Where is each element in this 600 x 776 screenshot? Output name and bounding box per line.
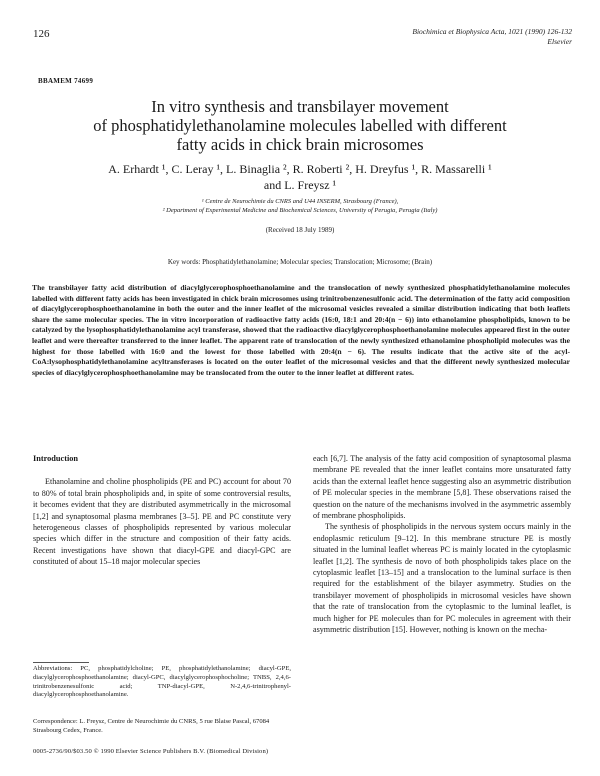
abbreviations-footnote: Abbreviations: PC, phosphatidylcholine; PE, phosphatidylethanolamine; diacyl-GPE, diacylglycerophosphoethanolamine; diacyl-GPC, diacylglycerophosphocholine; TNBS, 2,4,6-trinitrobenzenesulfonic acid; TNP-diacyl-GPE, N-2,4,6-trinitrophenyl-diacylglycerophosphoethanolamine.: [33, 665, 291, 699]
publisher-name: Elsevier: [547, 37, 572, 46]
page-number: 126: [33, 28, 50, 40]
journal-line: Biochimica et Biophysica Acta, 1021 (1990) 126-132: [412, 27, 572, 36]
authors-line: A. Erhardt ¹, C. Leray ¹, L. Binaglia ², R. Roberti ², H. Dreyfus ¹, R. Massarelli ¹: [108, 162, 492, 176]
title-line: fatty acids in chick brain microsomes: [176, 135, 424, 154]
footnote-divider: [33, 662, 89, 663]
affiliation-line: ¹ Centre de Neurochimie du CNRS and U44 INSERM, Strasbourg (France),: [201, 198, 399, 205]
received-date: (Received 18 July 1989): [265, 226, 335, 234]
article-code: BBAMEM 74699: [38, 77, 94, 85]
paragraph: each [6,7]. The analysis of the fatty acid composition of synaptosomal plasma membrane PE revealed that the inner leaflet contains more unsaturated fatty acids than the external leaflet hence suggesting also an asymmetric distribution of PE molecular species in the membrane [5,8]. These observations raised the question on the nature of the mechanisms involved in the asymmetric assembly of membrane phospholipids.: [313, 454, 571, 521]
section-heading: Introduction: [33, 454, 79, 463]
paragraph: The synthesis of phospholipids in the nervous system occurs mainly in the endoplasmic reticulum [9–12]. In this membrane structure PE is mostly situated in the luminal leaflet whereas PC is mainly located in the cytoplasmic leaflet [1,2]. The synthesis de novo of both phospholipids takes place on the cytoplasmic leaflet [13–15] and a translocation to the luminal surface is then required for the establishment of the bilayer asymmetry. Studies on the transbilayer movement of phospholipids in microsomal vesicles have shown that the rate of translocation from the cytoplasmic to the luminal leaflet, is much higher for PE molecules than for PC molecules in agreement with their asymmetric distribution [15]. However, nothing is known on the mecha-: [313, 522, 571, 635]
author-list: [40, 161, 560, 193]
title-line: In vitro synthesis and transbilayer movement: [151, 97, 449, 116]
authors-line: and L. Freysz ¹: [263, 178, 337, 192]
abstract: The transbilayer fatty acid distribution of diacylglycerophosphoethanolamine and the translocation of newly synthesized phosphatidylethanolamine molecules labelled with different fatty acids has been investigated in chick brain microsomes using trinitrobenzenesulfonic acid. The determination of the fatty acid composition of diacylglycerophosphoethanolamine in both the outer and the inner leaflet of the microsomal vesicles revealed a similar distribution indicating that both leaflets share the same molecular species. The in vitro incorporation of radioactive fatty acids (16:0, 18:1 and 20:4(n − 6)) into ethanolamine phospholipids, known to be catalyzed by the lysophosphatidylethanolamine acyl transferase, showed that the radioactive diacylglycerophosphoethanolamine molecules appeared first in the outer leaflet and were thereafter transferred to the inner leaflet. The apparent rate of translocation of the newly synthesized ethanolamine phospholipid molecules was the highest for those labelled with 16:0 and the lowest for those labelled with 20:4(n − 6). The results indicate that the active site of the acyl-CoA:lysophosphatidylethanolamine acyltransferases is located on the outer leaflet of the microsomal vesicles and that the different newly synthesized molecular species of diacylglycerophosphoethanolamine may be translocated from the outer to the inner leaflet at different rates.: [32, 283, 570, 377]
paragraph: Ethanolamine and choline phospholipids (PE and PC) account for about 70 to 80% of total brain phospholipids and, in spite of some controversial results, it becomes evident that they are distributed asymmetrically in the microsomal [1,2] and synaptosomal plasma membranes [3–5]. PE and PC constitute very heterogeneous classes of phospholipids represented by various molecular species which differ in the structure and composition of their fatty acids. Recent investigations have shown that diacyl-GPE and diacyl-GPC are constituted of about 15–18 major molecular species: [33, 477, 291, 567]
left-column: [33, 453, 291, 568]
correspondence-footnote: Correspondence: L. Freysz, Centre de Neurochimie du CNRS, 5 rue Blaise Pascal, 67084 Strasbourg Cedex, France.: [33, 718, 270, 734]
affiliation-line: ² Department of Experimental Medicine and Biochemical Sciences, University of Perugia, Perugia (Italy): [162, 207, 438, 214]
affiliations: [40, 197, 560, 215]
title-line: of phosphatidylethanolamine molecules labelled with different: [93, 116, 507, 135]
article-title: [40, 97, 560, 154]
journal-citation: [412, 27, 572, 47]
copyright-footer: 0005-2736/90/$03.50 © 1990 Elsevier Science Publishers B.V. (Biomedical Division): [33, 748, 269, 755]
right-column: [313, 453, 571, 636]
keywords: Key words: Phosphatidylethanolamine; Molecular species; Translocation; Microsome; (Brain): [167, 258, 433, 266]
